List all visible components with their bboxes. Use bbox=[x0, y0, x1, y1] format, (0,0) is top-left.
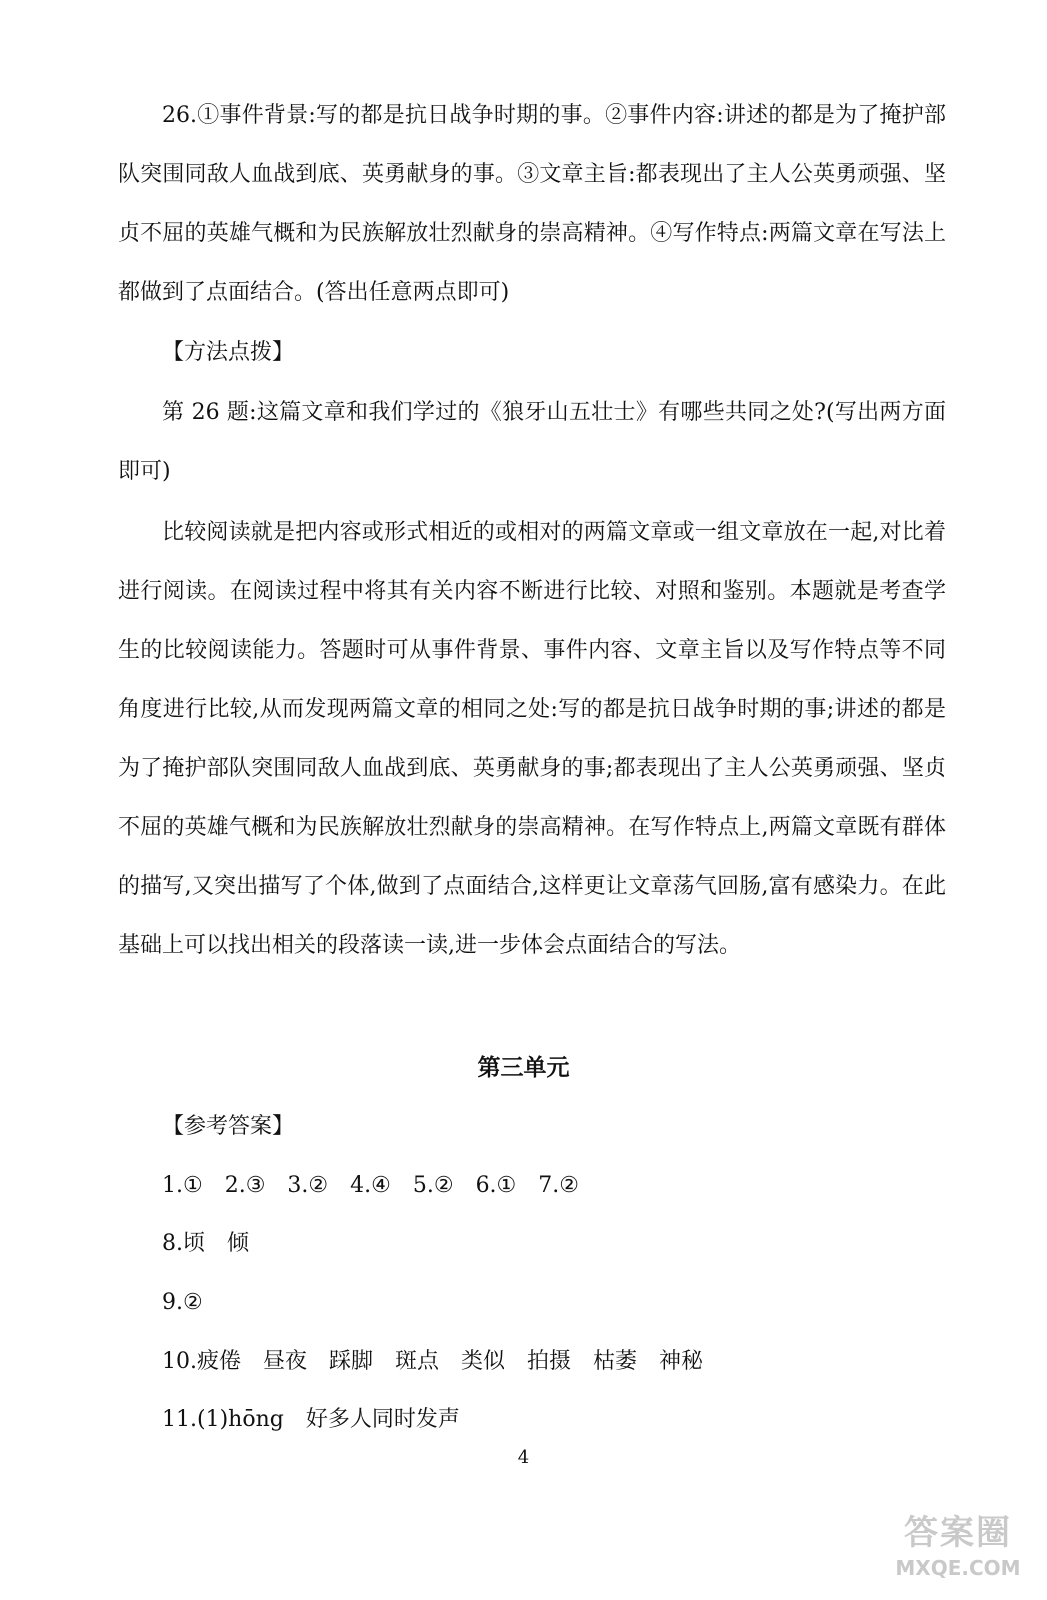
method-heading: 【方法点拨】 bbox=[162, 340, 295, 365]
watermark-logo-text: 答案圈 bbox=[904, 1513, 1012, 1553]
answer-10: 10.疲倦 昼夜 踩脚 斑点 类似 拍摄 枯萎 神秘 bbox=[162, 1349, 703, 1374]
answer-9: 9.② bbox=[162, 1290, 203, 1315]
page-number: 4 bbox=[517, 1447, 530, 1468]
watermark-url: MXQE.COM bbox=[895, 1556, 1021, 1580]
unit-title: 第三单元 bbox=[477, 1055, 570, 1081]
watermark-logo bbox=[883, 1510, 1033, 1590]
explanation-paragraph: 比较阅读就是把内容或形式相近的或相对的两篇文章或一组文章放在一起,对比着进行阅读。在阅读过程中将其有关内容不断进行比较、对照和鉴别。本题就是考查学生的比较阅读能力。答题时可从事件背景、事件内容、文章主旨以及写作特点等不同角度进行比较,从而发现两篇文章的相同之处:写的都是抗日战争时期的事;讲述的都是为了掩护部队突围同敌人血战到底、英勇献身的事;都表现出了主人公英勇顽强、坚贞不屈的英雄气概和为民族解放壮烈献身的崇高精神。在写作特点上,两篇文章既有群体的描写,又突出描写了个体,做到了点面结合,这样更让文章荡气回肠,富有感染力。在此基础上可以找出相关的段落读一读,进一步体会点面结合的写法。 bbox=[118, 520, 946, 958]
reference-heading: 【参考答案】 bbox=[162, 1114, 295, 1139]
answers-line-1-7: 1.① 2.③ 3.② 4.④ 5.② 6.① 7.② bbox=[162, 1173, 579, 1198]
answer-26-paragraph: 26.①事件背景:写的都是抗日战争时期的事。②事件内容:讲述的都是为了掩护部队突围同敌人血战到底、英勇献身的事。③文章主旨:都表现出了主人公英勇顽强、坚贞不屈的英雄气概和为民族解放壮烈献身的崇高精神。④写作特点:两篇文章在写法上都做到了点面结合。(答出任意两点即可) bbox=[118, 103, 946, 305]
answer-8: 8.顷 倾 bbox=[162, 1231, 249, 1256]
question-26-paragraph: 第 26 题:这篇文章和我们学过的《狼牙山五壮士》有哪些共同之处?(写出两方面即可) bbox=[118, 400, 946, 484]
answer-11: 11.(1)hōng 好多人同时发声 bbox=[162, 1407, 460, 1432]
